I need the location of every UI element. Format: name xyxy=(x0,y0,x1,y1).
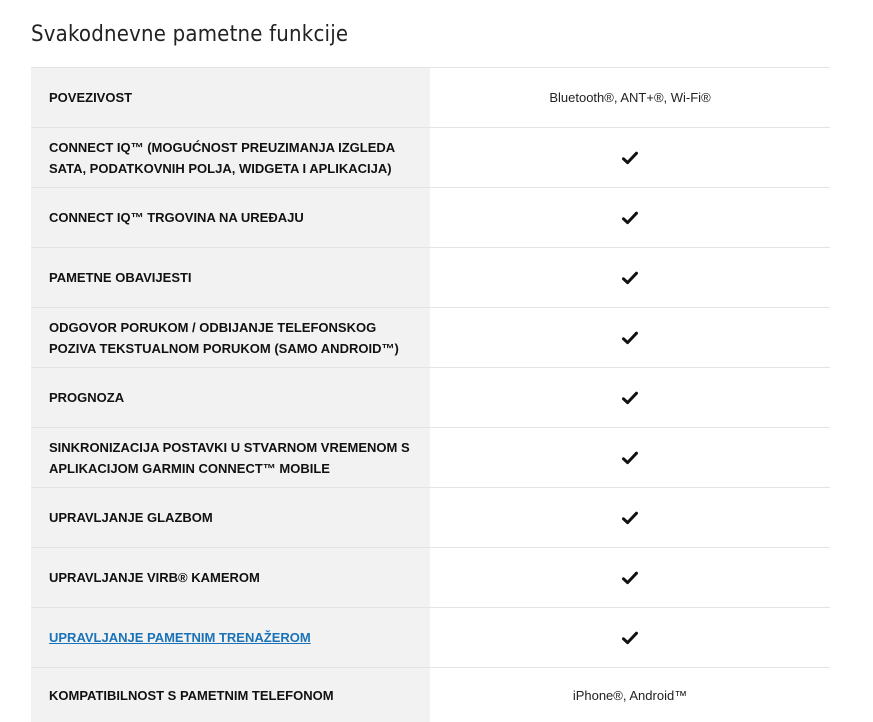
checkmark-icon xyxy=(622,511,638,525)
table-row xyxy=(31,308,830,368)
table-row xyxy=(31,668,830,722)
table-row xyxy=(31,128,830,188)
feature-label: UPRAVLJANJE VIRB® KAMEROM xyxy=(31,548,430,608)
feature-value: iPhone®, Android™ xyxy=(430,668,830,722)
checkmark-icon xyxy=(622,271,638,285)
feature-value xyxy=(430,128,830,188)
table-row xyxy=(31,68,830,128)
feature-value xyxy=(430,188,830,248)
table-row xyxy=(31,368,830,428)
feature-value: Bluetooth®, ANT+®, Wi-Fi® xyxy=(430,68,830,128)
section-title: Svakodnevne pametne funkcije xyxy=(31,22,349,47)
table-row xyxy=(31,548,830,608)
checkmark-icon xyxy=(622,451,638,465)
feature-label: ODGOVOR PORUKOM / ODBIJANJE TELEFONSKOG POZIVA TEKSTUALNOM PORUKOM (SAMO ANDROID™) xyxy=(31,308,430,368)
table-row xyxy=(31,488,830,548)
smart-trainer-control-link[interactable]: UPRAVLJANJE PAMETNIM TRENAŽEROM xyxy=(49,630,311,645)
feature-label: UPRAVLJANJE GLAZBOM xyxy=(31,488,430,548)
table-row xyxy=(31,248,830,308)
checkmark-icon xyxy=(622,151,638,165)
feature-label: KOMPATIBILNOST S PAMETNIM TELEFONOM xyxy=(31,668,430,722)
feature-value xyxy=(430,428,830,488)
checkmark-icon xyxy=(622,391,638,405)
table-row xyxy=(31,188,830,248)
checkmark-icon xyxy=(622,331,638,345)
checkmark-icon xyxy=(622,631,638,645)
feature-value xyxy=(430,488,830,548)
checkmark-icon xyxy=(622,211,638,225)
feature-value xyxy=(430,608,830,668)
feature-label: SINKRONIZACIJA POSTAVKI U STVARNOM VREMENOM S APLIKACIJOM GARMIN CONNECT™ MOBILE xyxy=(31,428,430,488)
feature-label: PAMETNE OBAVIJESTI xyxy=(31,248,430,308)
feature-value xyxy=(430,248,830,308)
feature-label: PROGNOZA xyxy=(31,368,430,428)
feature-label: CONNECT IQ™ TRGOVINA NA UREĐAJU xyxy=(31,188,430,248)
feature-value xyxy=(430,368,830,428)
feature-label-cell xyxy=(31,608,430,668)
feature-value xyxy=(430,308,830,368)
feature-value xyxy=(430,548,830,608)
table-row xyxy=(31,608,830,668)
feature-label: CONNECT IQ™ (MOGUĆNOST PREUZIMANJA IZGLEDA SATA, PODATKOVNIH POLJA, WIDGETA I APLIKACIJA) xyxy=(31,128,430,188)
table-row xyxy=(31,428,830,488)
checkmark-icon xyxy=(622,571,638,585)
feature-label: POVEZIVOST xyxy=(31,68,430,128)
smart-features-table xyxy=(31,67,830,722)
